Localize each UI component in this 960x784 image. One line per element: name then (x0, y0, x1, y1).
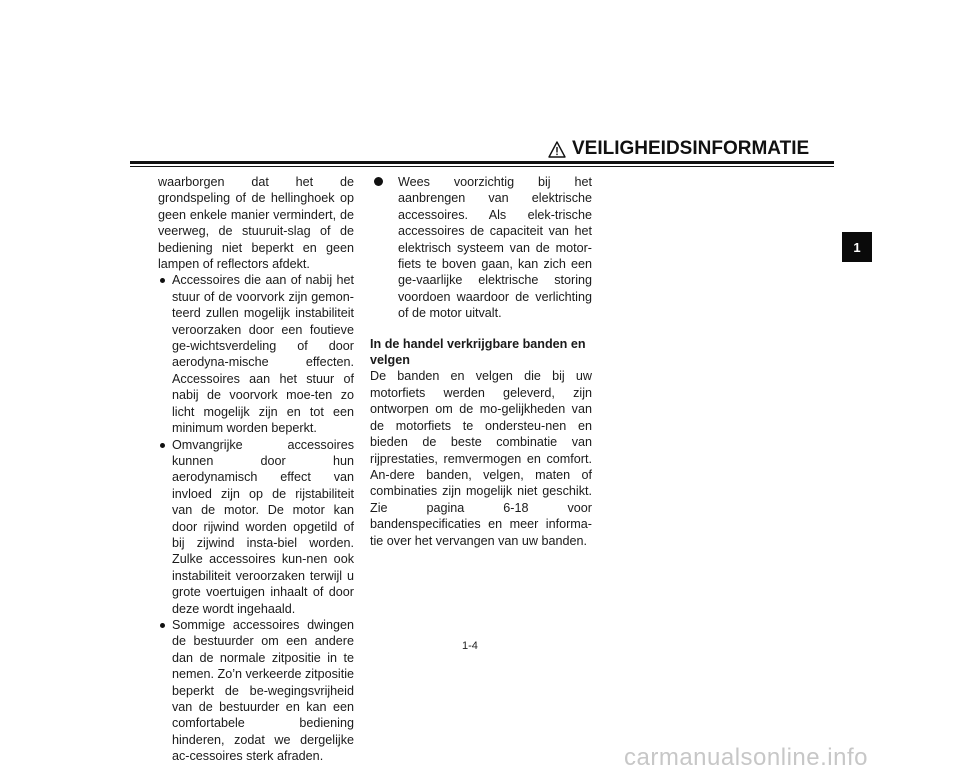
list-item (158, 272, 354, 436)
list-item-text: Omvangrijke accessoires kunnen door hun aerodynamisch effect van invloed zijn op de rijstabiliteit van de motor. De motor kan door rijwind worden opgetild of bij zijwind insta-biel worden. Zulke accessoires kun-nen ook instabiliteit veroorzaken terwijl u grote voertuigen inhaalt of door deze wordt ingehaald. (172, 437, 354, 616)
warning-triangle-icon (548, 141, 566, 158)
bullet-icon (160, 278, 165, 283)
list-item (158, 617, 354, 765)
bullet-icon (160, 623, 165, 628)
chapter-tab (842, 232, 872, 262)
list-item-text: Accessoires die aan of nabij het stuur of de voorvork zijn gemon-teerd zullen mogelijk instabiliteit veroorzaken door een foutieve ge-wichtsverdeling of door aerodyna-mische effecten. Accessoires aan het stuur of nabij de voorvork moe-ten zo licht mogelijk zijn en tot een minimum worden beperkt. (172, 273, 354, 436)
bullet-icon (160, 443, 165, 448)
page-number: 1-4 (462, 640, 478, 652)
chapter-tab-label: 1 (853, 239, 861, 255)
accessory-warnings-list (158, 272, 354, 764)
header-title-group (548, 138, 809, 160)
tires-section-heading: In de handel verkrijgbare banden en velgen (370, 336, 586, 368)
right-column (370, 174, 592, 549)
list-item-text: Wees voorzichtig bij het aanbrengen van elektrische accessoires. Als elek-trische accessoires de capaciteit van het elektrisch systeem van de motor-fiets te boven gaan, kan zich een ge-vaarlijke elektrische storing voordoen waardoor de verlichting of de motor uitvalt. (398, 175, 592, 321)
bullet-icon (374, 177, 383, 186)
intro-paragraph: waarborgen dat het de grondspeling of de hellinghoek op geen enkele manier vermindert, de veerweg, de stuuruit-slag of de bediening niet beperkt en geen lampen of reflectors afdekt. (158, 175, 354, 272)
header-divider-thin (130, 166, 834, 167)
header-divider-thick (130, 161, 834, 164)
section-title: VEILIGHEIDSINFORMATIE (572, 138, 810, 159)
list-item-text: Sommige accessoires dwingen de bestuurder om een andere dan de normale zitpositie in te nemen. Zo’n verkeerde zitpositie beperkt de be-wegingsvrijheid van de bestuurder en kan een comfortabele bediening hinderen, zodat we dergelijke ac-cessoires sterk afraden. (172, 617, 355, 764)
left-column (158, 174, 354, 765)
electrical-warnings-list (370, 174, 592, 322)
watermark: carmanualsonline.info (624, 744, 868, 771)
tires-section-body: De banden en velgen die bij uw motorfiets werden geleverd, zijn ontworpen om de mo-gelijkheden van de motorfiets te ondersteu-nen en bieden de beste combinatie van rijprestaties, remvermogen en comfort. An-dere banden, velgen, maten of combinaties zijn mogelijk niet geschikt. Zie pagina 6-18 voor bandenspecificaties en meer informa-tie over het vervangen van uw banden. (370, 369, 592, 548)
list-item (370, 174, 592, 322)
list-item (158, 437, 354, 617)
